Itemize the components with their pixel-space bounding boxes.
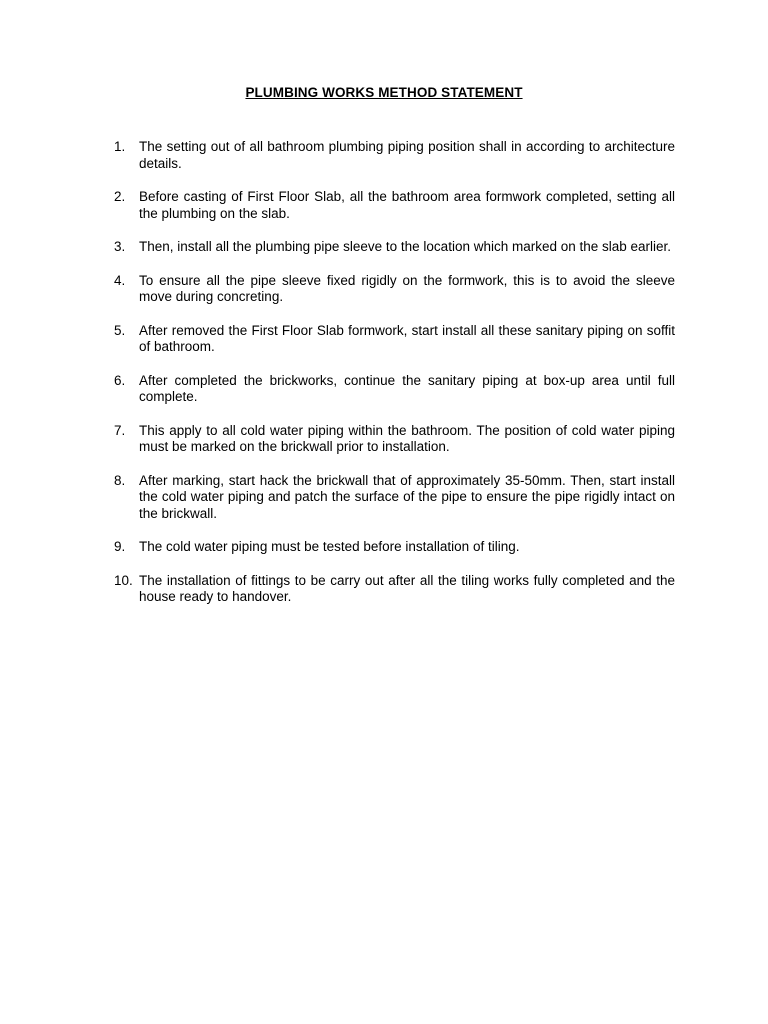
step-text: After completed the brickworks, continue the sanitary piping at box-up area until full complete. [139, 372, 675, 404]
list-item [114, 239, 675, 256]
list-item [114, 273, 675, 306]
list-item [114, 189, 675, 222]
step-text: The installation of fittings to be carry out after all the tiling works fully completed and the house ready to handover. [139, 572, 675, 604]
step-number: 3. [114, 239, 126, 254]
step-number: 10. [114, 572, 133, 588]
step-number: 8. [114, 472, 126, 488]
step-number: 7. [114, 422, 126, 438]
step-text: This apply to all cold water piping within the bathroom. The position of cold water piping must be marked on the brickwall prior to installation. [139, 422, 675, 454]
step-number: 5. [114, 322, 126, 338]
step-text: The cold water piping must be tested before installation of tiling. [139, 539, 520, 554]
step-number: 6. [114, 372, 126, 388]
method-steps-list [114, 139, 675, 623]
list-item [114, 139, 675, 172]
list-item [114, 373, 675, 406]
step-number: 2. [114, 189, 126, 204]
step-number: 4. [114, 272, 126, 288]
document-title: PLUMBING WORKS METHOD STATEMENT [245, 85, 523, 100]
step-number: 1. [114, 139, 126, 154]
step-text: After marking, start hack the brickwall that of approximately 35-50mm. Then, start install the cold water piping and patch the surface of the pipe to ensure the pipe rigidly intact on the brickwall. [139, 472, 675, 521]
list-item [114, 573, 675, 606]
step-text: To ensure all the pipe sleeve fixed rigidly on the formwork, this is to avoid the sleeve move during concreting. [139, 272, 675, 304]
list-item [114, 539, 675, 556]
step-number: 9. [114, 539, 126, 554]
step-text: Before casting of First Floor Slab, all the bathroom area formwork completed, setting all the plumbing on the slab. [139, 189, 675, 221]
step-text: The setting out of all bathroom plumbing piping position shall in according to architecture details. [139, 139, 675, 171]
list-item [114, 423, 675, 456]
step-text: Then, install all the plumbing pipe sleeve to the location which marked on the slab earlier. [139, 239, 672, 254]
list-item [114, 473, 675, 523]
step-text: After removed the First Floor Slab formwork, start install all these sanitary piping on soffit of bathroom. [139, 322, 675, 354]
list-item [114, 323, 675, 356]
